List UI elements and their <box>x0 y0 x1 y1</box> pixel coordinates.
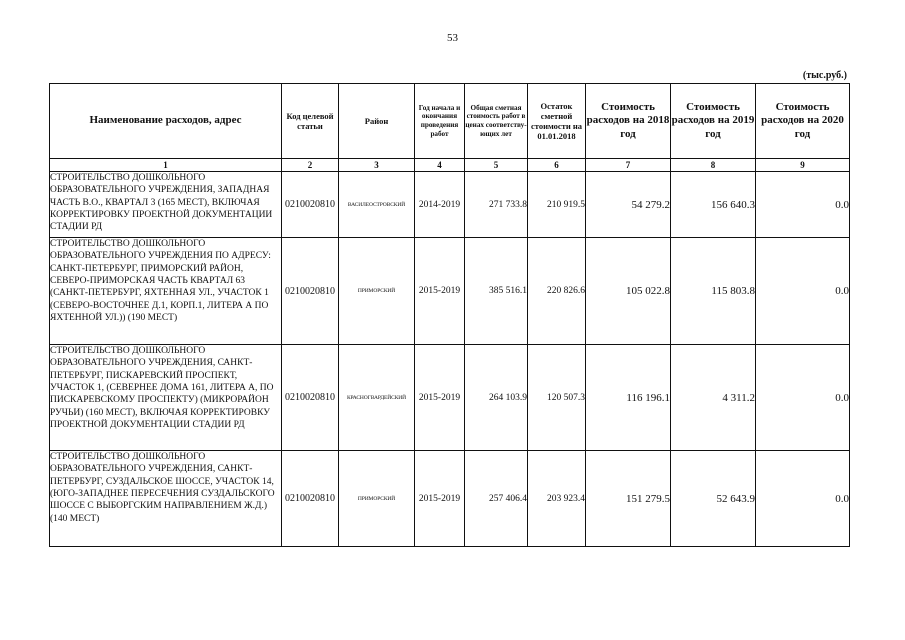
work-period: 2015-2019 <box>415 451 465 547</box>
budget-code: 0210020810 <box>282 238 339 345</box>
column-number: 3 <box>339 159 415 172</box>
expenses-table <box>49 83 850 547</box>
total-cost: 385 516.1 <box>465 238 528 345</box>
column-number: 9 <box>756 159 850 172</box>
column-number: 7 <box>586 159 671 172</box>
expense-name: СТРОИТЕЛЬСТВО ДОШКОЛЬНОГО ОБРАЗОВАТЕЛЬНОГО УЧРЕЖДЕНИЯ, ЗАПАДНАЯ ЧАСТЬ В.О., КВАРТАЛ 3 (165 МЕСТ), ВКЛЮЧАЯ КОРРЕКТИРОВКУ ПРОЕКТНОЙ ДОКУМЕНТАЦИИ СТАДИИ РД <box>50 172 282 238</box>
column-number: 5 <box>465 159 528 172</box>
table-row <box>50 238 850 345</box>
column-number: 2 <box>282 159 339 172</box>
cost-2020: 0.0 <box>756 451 850 547</box>
header-cost-2018: Стоимость расходов на 2018 год <box>586 84 671 159</box>
table-header-row <box>50 84 850 159</box>
total-cost: 264 103.9 <box>465 345 528 451</box>
cost-2020: 0.0 <box>756 172 850 238</box>
total-cost: 257 406.4 <box>465 451 528 547</box>
page-number: 53 <box>447 32 458 44</box>
header-total: Общая сметная стоимость работ в ценах соответству-ющих лет <box>465 84 528 159</box>
work-period: 2015-2019 <box>415 345 465 451</box>
cost-2018: 105 022.8 <box>586 238 671 345</box>
cost-2020: 0.0 <box>756 345 850 451</box>
column-number: 8 <box>671 159 756 172</box>
table-row <box>50 451 850 547</box>
cost-2019: 156 640.3 <box>671 172 756 238</box>
expense-name: СТРОИТЕЛЬСТВО ДОШКОЛЬНОГО ОБРАЗОВАТЕЛЬНОГО УЧРЕЖДЕНИЯ ПО АДРЕСУ: САНКТ-ПЕТЕРБУРГ, ПРИМОРСКИЙ РАЙОН, СЕВЕРО-ПРИМОРСКАЯ ЧАСТЬ КВАРТАЛ 63 (САНКТ-ПЕТЕРБУРГ, ЯХТЕННАЯ УЛ., УЧАСТОК 1 (СЕВЕРО-ВОСТОЧНЕЕ Д.1, КОРП.1, ЛИТЕРА А ПО ЯХТЕННОЙ УЛ.)) (190 МЕСТ) <box>50 238 282 345</box>
expense-name: СТРОИТЕЛЬСТВО ДОШКОЛЬНОГО ОБРАЗОВАТЕЛЬНОГО УЧРЕЖДЕНИЯ, САНКТ-ПЕТЕРБУРГ, СУЗДАЛЬСКОЕ ШОССЕ, УЧАСТОК 14, (ЮГО-ЗАПАДНЕЕ ПЕРЕСЕЧЕНИЯ СУЗДАЛЬСКОГО ШОССЕ С ВЫБОРГСКИМ НАПРАВЛЕНИЕМ Ж.Д.) (140 МЕСТ) <box>50 451 282 547</box>
budget-code: 0210020810 <box>282 345 339 451</box>
work-period: 2015-2019 <box>415 238 465 345</box>
cost-2018: 116 196.1 <box>586 345 671 451</box>
cost-2019: 4 311.2 <box>671 345 756 451</box>
header-cost-2019: Стоимость расходов на 2019 год <box>671 84 756 159</box>
district: ПРИМОРСКИЙ <box>339 451 415 547</box>
district: КРАСНОГВАРДЕЙСКИЙ <box>339 345 415 451</box>
cost-2018: 151 279.5 <box>586 451 671 547</box>
column-number-row <box>50 159 850 172</box>
budget-code: 0210020810 <box>282 451 339 547</box>
remaining-cost: 203 923.4 <box>528 451 586 547</box>
work-period: 2014-2019 <box>415 172 465 238</box>
district: ПРИМОРСКИЙ <box>339 238 415 345</box>
expense-name: СТРОИТЕЛЬСТВО ДОШКОЛЬНОГО ОБРАЗОВАТЕЛЬНОГО УЧРЕЖДЕНИЯ, САНКТ-ПЕТЕРБУРГ, ПИСКАРЕВСКИЙ ПРОСПЕКТ, УЧАСТОК 1, (СЕВЕРНЕЕ ДОМА 161, ЛИТЕРА А, ПО ПИСКАРЕВСКОМУ ПРОСПЕКТУ) (МИКРОРАЙОН РУЧЬИ) (160 МЕСТ), ВКЛЮЧАЯ КОРРЕКТИРОВКУ ПРОЕКТНОЙ ДОКУМЕНТАЦИИ СТАДИИ РД <box>50 345 282 451</box>
header-code: Код целевой статьи <box>282 84 339 159</box>
header-period: Год начала и окончания проведения работ <box>415 84 465 159</box>
table-row <box>50 345 850 451</box>
cost-2019: 52 643.9 <box>671 451 756 547</box>
cost-2019: 115 803.8 <box>671 238 756 345</box>
column-number: 4 <box>415 159 465 172</box>
header-remainder: Остаток сметной стоимости на 01.01.2018 <box>528 84 586 159</box>
header-region: Район <box>339 84 415 159</box>
district: ВАСИЛЕОСТРОВСКИЙ <box>339 172 415 238</box>
column-number: 6 <box>528 159 586 172</box>
header-cost-2020: Стоимость расходов на 2020 год <box>756 84 850 159</box>
total-cost: 271 733.8 <box>465 172 528 238</box>
units-label: (тыс.руб.) <box>802 70 847 81</box>
remaining-cost: 210 919.5 <box>528 172 586 238</box>
column-number: 1 <box>50 159 282 172</box>
budget-code: 0210020810 <box>282 172 339 238</box>
header-name: Наименование расходов, адрес <box>50 84 282 159</box>
remaining-cost: 220 826.6 <box>528 238 586 345</box>
cost-2018: 54 279.2 <box>586 172 671 238</box>
remaining-cost: 120 507.3 <box>528 345 586 451</box>
table-row <box>50 172 850 238</box>
cost-2020: 0.0 <box>756 238 850 345</box>
